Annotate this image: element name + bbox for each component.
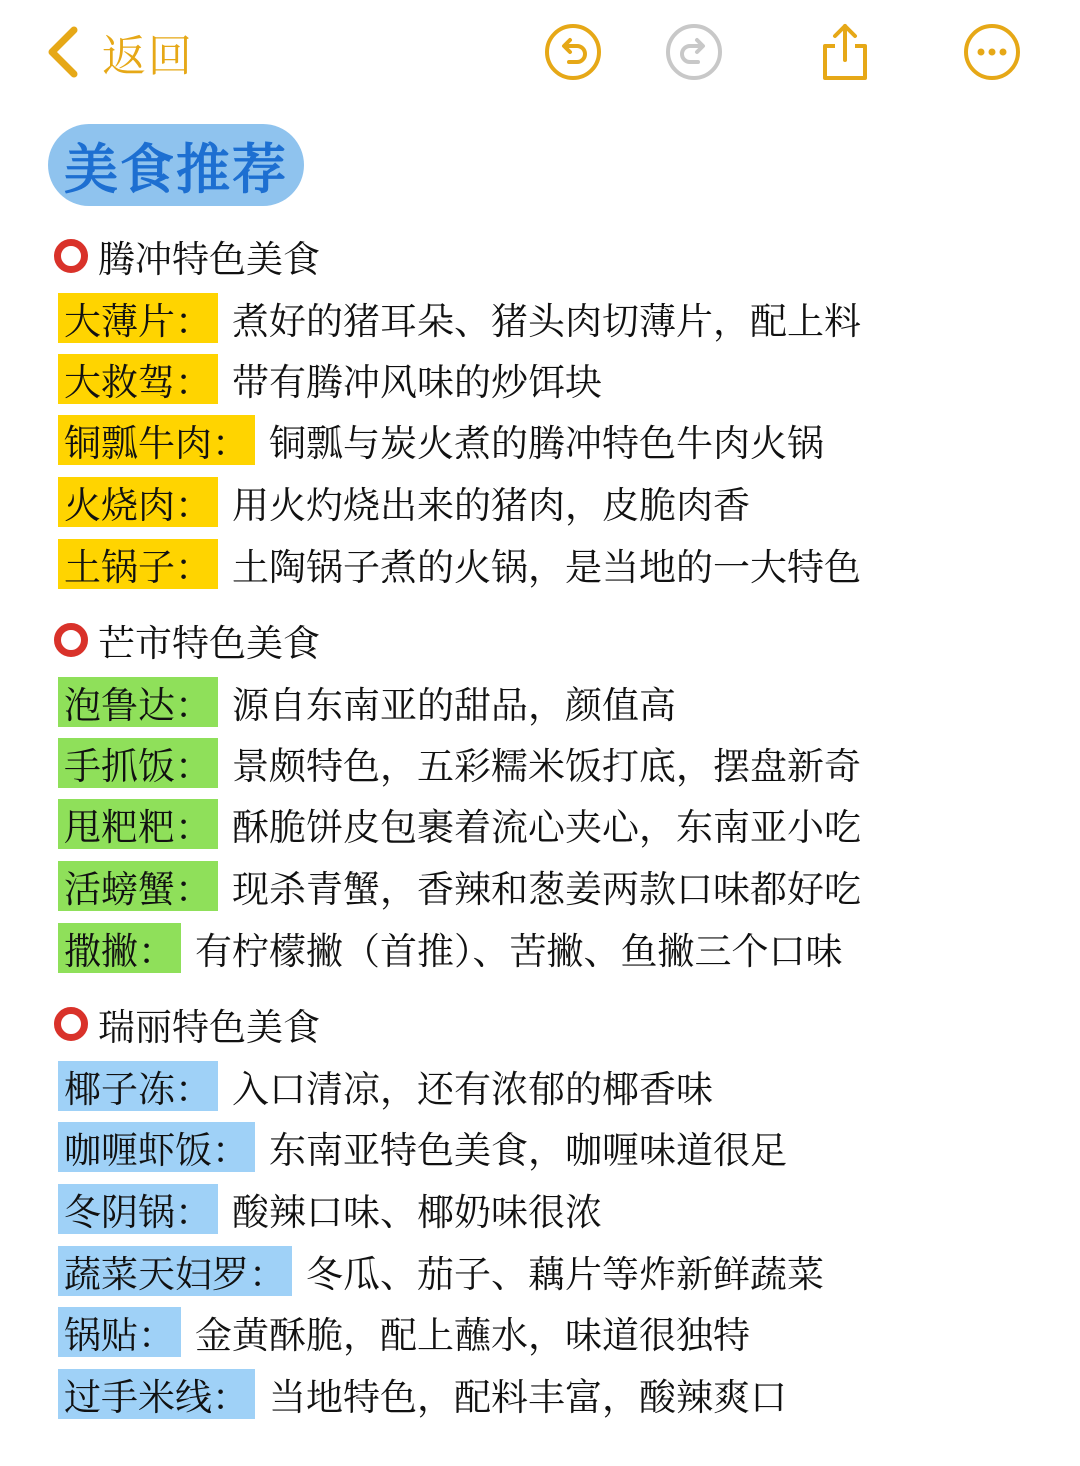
list-item (58, 351, 602, 407)
section-title-mangshi (54, 612, 320, 668)
food-desc: 带有腾冲风味的炒饵块 (232, 361, 602, 404)
list-item (58, 796, 861, 852)
food-name: 大救驾： (58, 354, 218, 404)
section-title-ruili (54, 996, 320, 1052)
circle-icon (54, 623, 88, 657)
list-item (58, 1119, 787, 1175)
list-item (58, 1181, 602, 1237)
list-item (58, 735, 861, 791)
food-name: 椰子冻： (58, 1061, 218, 1111)
more-button[interactable] (962, 22, 1022, 82)
back-button[interactable] (44, 22, 194, 82)
list-item (58, 1366, 787, 1422)
back-label: 返回 (102, 31, 194, 82)
redo-icon (664, 22, 724, 82)
food-name: 土锅子： (58, 539, 218, 589)
list-item (58, 674, 676, 730)
food-desc: 源自东南亚的甜品，颜值高 (232, 684, 676, 727)
chevron-left-icon (44, 24, 80, 80)
food-desc: 金黄酥脆，配上蘸水，味道很独特 (195, 1314, 750, 1357)
food-name: 泡鲁达： (58, 677, 218, 727)
section-title-text: 腾冲特色美食 (98, 238, 320, 281)
list-item (58, 1304, 750, 1360)
list-item (58, 1243, 824, 1299)
food-desc: 酥脆饼皮包裹着流心夹心，东南亚小吃 (232, 806, 861, 849)
circle-icon (54, 239, 88, 273)
food-name: 铜瓢牛肉： (58, 415, 255, 465)
food-name: 撒撇： (58, 923, 181, 973)
food-name: 甩粑粑： (58, 799, 218, 849)
undo-button[interactable] (543, 22, 603, 82)
page-title: 美食推荐 (48, 124, 304, 206)
food-desc: 景颇特色，五彩糯米饭打底，摆盘新奇 (232, 745, 861, 788)
list-item (58, 858, 861, 914)
section-title-tengchong (54, 228, 320, 284)
food-desc: 当地特色，配料丰富，酸辣爽口 (269, 1376, 787, 1419)
list-item (58, 1058, 713, 1114)
food-name: 蔬菜天妇罗： (58, 1246, 292, 1296)
section-title-text: 芒市特色美食 (98, 622, 320, 665)
food-name: 火烧肉： (58, 477, 218, 527)
circle-icon (54, 1007, 88, 1041)
food-name: 手抓饭： (58, 738, 218, 788)
food-name: 活螃蟹： (58, 861, 218, 911)
food-name: 大薄片： (58, 293, 218, 343)
food-desc: 煮好的猪耳朵、猪头肉切薄片，配上料 (232, 300, 861, 343)
list-item (58, 290, 861, 346)
food-desc: 用火灼烧出来的猪肉，皮脆肉香 (232, 484, 750, 527)
list-item (58, 474, 750, 530)
list-item (58, 536, 861, 592)
section-title-text: 瑞丽特色美食 (98, 1006, 320, 1049)
food-desc: 东南亚特色美食，咖喱味道很足 (269, 1129, 787, 1172)
food-desc: 入口清凉，还有浓郁的椰香味 (232, 1068, 713, 1111)
food-desc: 土陶锅子煮的火锅，是当地的一大特色 (232, 546, 861, 589)
more-icon (962, 22, 1022, 82)
share-icon (815, 22, 875, 82)
food-desc: 酸辣口味、椰奶味很浓 (232, 1191, 602, 1234)
list-item (58, 920, 843, 976)
food-desc: 有柠檬撇（首推）、苦撇、鱼撇三个口味 (195, 930, 843, 973)
food-name: 锅贴： (58, 1307, 181, 1357)
food-desc: 冬瓜、茄子、藕片等炸新鲜蔬菜 (306, 1253, 824, 1296)
redo-button[interactable] (664, 22, 724, 82)
food-name: 冬阴锅： (58, 1184, 218, 1234)
food-name: 咖喱虾饭： (58, 1122, 255, 1172)
share-button[interactable] (815, 22, 875, 82)
list-item (58, 412, 824, 468)
undo-icon (543, 22, 603, 82)
food-name: 过手米线： (58, 1369, 255, 1419)
food-desc: 现杀青蟹，香辣和葱姜两款口味都好吃 (232, 868, 861, 911)
food-desc: 铜瓢与炭火煮的腾冲特色牛肉火锅 (269, 422, 824, 465)
top-toolbar (0, 0, 1080, 110)
